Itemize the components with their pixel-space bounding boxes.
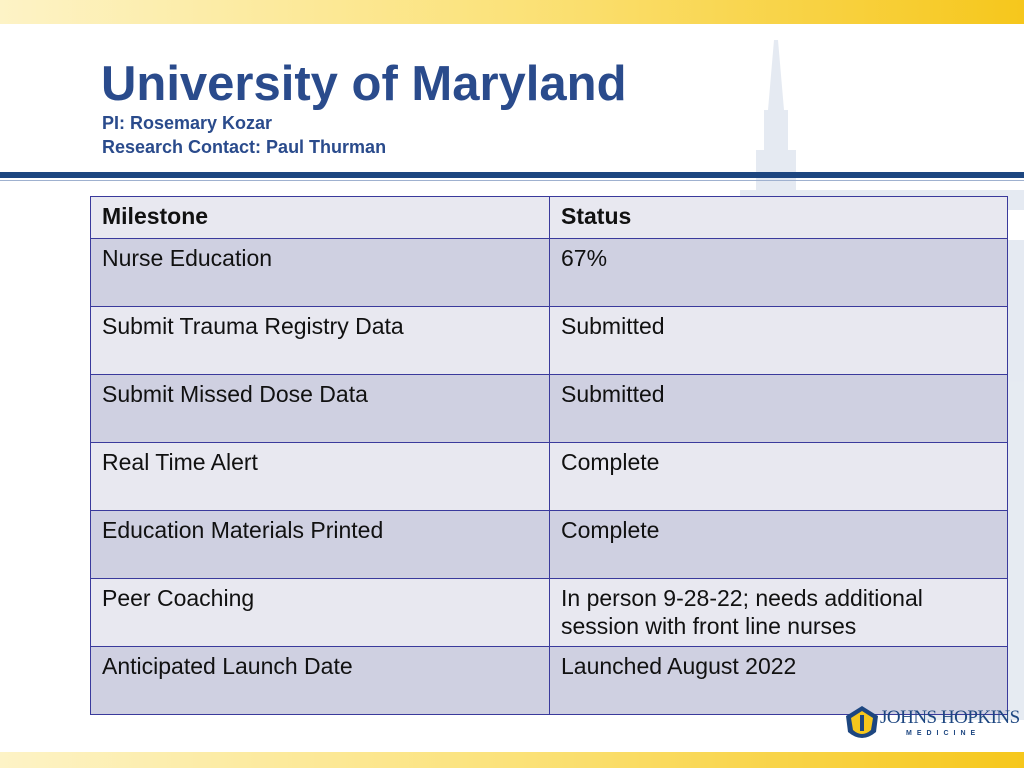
header-divider [0,172,1024,178]
bottom-gold-bar [0,752,1024,768]
logo-wordmark: JOHNS HOPKINS [880,707,1020,728]
status-cell: 67% [550,239,1008,307]
milestone-cell: Real Time Alert [91,443,550,511]
table-header-row [91,197,1008,239]
status-cell: Complete [550,511,1008,579]
research-contact: Research Contact: Paul Thurman [102,137,387,157]
status-cell: Launched August 2022 [550,647,1008,715]
status-cell: Complete [550,443,1008,511]
top-gold-bar [0,0,1024,24]
table-row [91,579,1008,647]
column-header-milestone: Milestone [91,197,550,239]
milestone-cell: Education Materials Printed [91,511,550,579]
page-title: University of Maryland [101,57,627,111]
table-row [91,239,1008,307]
status-cell: Submitted [550,375,1008,443]
logo-subtitle: MEDICINE [906,730,981,737]
table-row [91,511,1008,579]
table-row [91,443,1008,511]
table-row [91,375,1008,443]
milestone-cell: Nurse Education [91,239,550,307]
milestone-cell: Submit Missed Dose Data [91,375,550,443]
milestone-table [90,196,1008,715]
milestone-cell: Submit Trauma Registry Data [91,307,550,375]
milestone-cell: Anticipated Launch Date [91,647,550,715]
status-cell: In person 9-28-22; needs additional session with front line nurses [550,579,1008,647]
header-divider-thin [0,180,1024,181]
pi-name: PI: Rosemary Kozar [102,113,273,133]
status-cell: Submitted [550,307,1008,375]
milestone-cell: Peer Coaching [91,579,550,647]
column-header-status: Status [550,197,1008,239]
table-row [91,307,1008,375]
